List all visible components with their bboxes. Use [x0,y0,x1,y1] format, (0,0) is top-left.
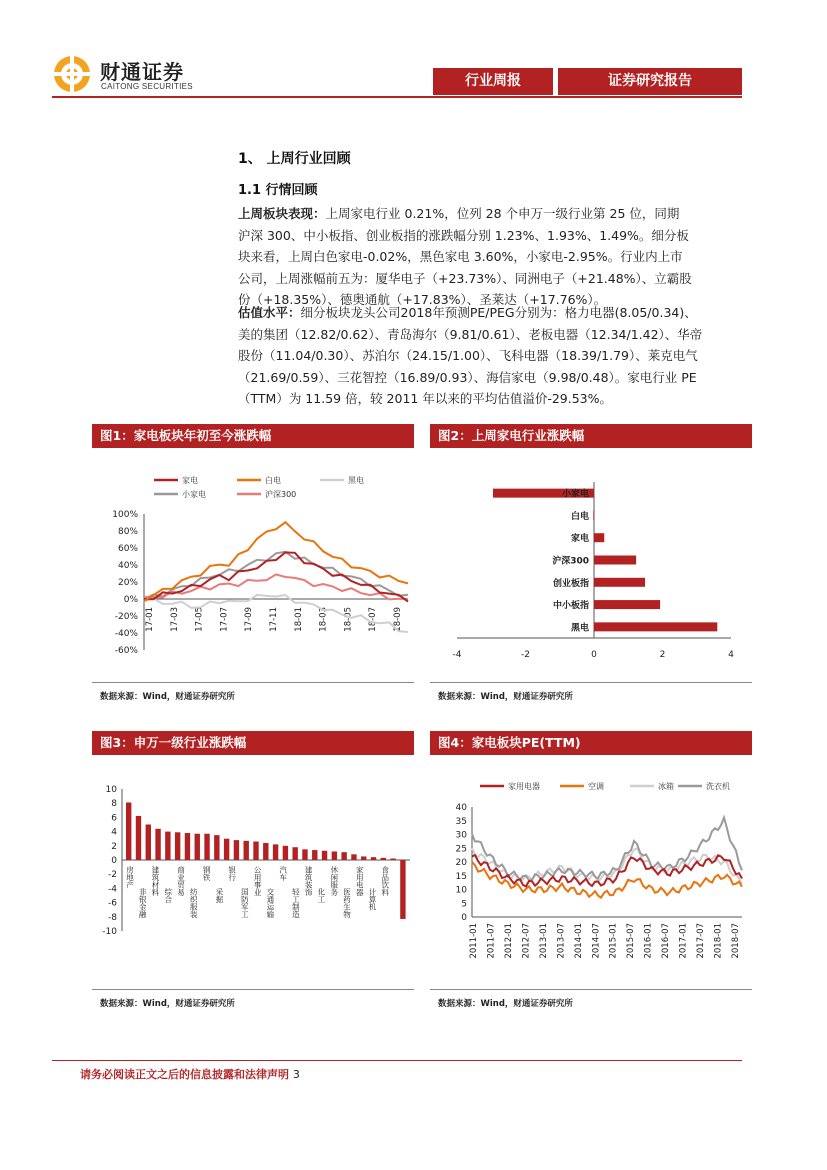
fig3-bar [263,843,268,860]
fig4-x-tick: 2011-01 [469,923,479,959]
fig3-bar [234,840,239,860]
fig3-y-tick: -4 [108,884,117,895]
fig3-category-label: 商业贸易 [176,866,186,896]
tab-weekly: 行业周报 [433,68,553,95]
para2-lead: 估值水平： [238,305,301,320]
fig4-x-tick: 2015-07 [626,923,637,959]
fig3-category-label: 家用电器 [355,866,365,896]
fig1-y-tick: -40% [114,629,138,639]
fig2-bar [594,578,645,587]
fig4-x-tick: 2017-07 [696,923,707,959]
fig3-category-label: 银行 [227,866,237,881]
fig3-bar [390,859,395,860]
para2-line: 股份（11.04/0.30）、苏泊尔（24.15/1.00）、飞科电器（18.39/1.79）、莱克电气 [238,348,698,363]
fig4-y-tick: 20 [455,858,467,868]
fig3-y-tick: 2 [111,841,117,852]
fig4-title: 图4：家电板块PE(TTM) [430,731,752,755]
footer-text [80,1066,300,1082]
fig4-legend-label: 洗衣机 [706,782,730,791]
fig3-bar [224,839,229,860]
fig3-y-tick: 8 [111,799,117,810]
fig3-category-label: 纺织服装 [189,888,199,918]
fig1-x-tick: 17-05 [194,607,205,632]
fig3-bar [214,835,219,860]
fig1-legend-label: 沪深300 [265,490,297,499]
fig3-category-label: 公用事业 [253,866,263,896]
fig4-rule [430,989,752,990]
fig1-x-tick: 17-01 [145,607,155,632]
fig4-x-tick: 2013-01 [538,923,549,959]
fig1-chart [92,452,414,682]
fig3-category-label: 采掘 [214,888,224,903]
fig3-bar [185,833,190,860]
fig3-y-tick: -2 [108,870,117,881]
fig3-bar [332,851,337,860]
footer-rule [52,1060,742,1061]
fig2-x-tick: 4 [728,650,734,660]
fig4-y-tick: 30 [455,830,467,841]
fig2-x-tick: -2 [521,650,530,660]
fig4-y-tick: 15 [455,871,467,882]
fig1-y-tick: 20% [117,578,138,588]
fig1-x-tick: 18-05 [343,607,354,632]
fig1-x-tick: 18-09 [393,607,403,632]
para1-line: 沪深 300、中小板指、创业板指的涨跌幅分别 1.23%、1.93%、1.49%。细分板 [238,227,689,243]
fig3-bar [165,832,170,860]
fig1-y-tick: -60% [114,646,138,656]
logo-en: CAITONG SECURITIES [101,82,193,91]
fig3-bar [244,841,249,860]
fig3-bar [302,849,307,860]
fig1-y-tick: 40% [117,561,138,571]
fig4-x-tick: 2012-01 [503,923,514,959]
logo [52,54,92,94]
fig2-bar [593,511,594,520]
fig3-category-label: 休闲服务 [329,866,339,896]
fig1-x-tick: 17-07 [219,607,230,632]
fig1-source: 数据来源：Wind，财通证券研究所 [100,692,235,702]
fig3-bar [292,847,297,860]
fig3-bar [312,850,317,860]
fig3-category-label: 汽车 [278,866,288,881]
fig3-category-label: 房地产 [125,866,135,889]
fig3-bar [381,858,386,860]
fig2-source: 数据来源：Wind，财通证券研究所 [438,692,573,702]
fig2-category-label: 黑电 [570,623,589,634]
fig2-category-label: 创业板指 [552,578,589,589]
fig2-x-tick: 2 [659,650,666,660]
paragraph-market [238,203,748,311]
fig3-category-label: 计算机 [367,888,377,911]
fig4-x-tick: 2017-01 [678,923,689,959]
fig3-bar [400,860,405,919]
fig3-y-tick: 4 [111,827,117,838]
fig1-x-tick: 17-03 [169,607,180,632]
fig2-category-label: 家电 [570,534,589,545]
fig1-legend-label: 小家电 [182,490,206,499]
fig3-y-tick: -8 [108,912,117,923]
fig4-chart [430,759,752,989]
section-title: 1、 上周行业回顾 [238,151,351,167]
fig2-rule [430,682,752,683]
caitong-logo-icon [52,54,92,94]
para2-line: 细分板块龙头公司2018年预测PE/PEG分别为：格力电器(8.05/0.34)、 [300,305,697,320]
fig1-x-tick: 17-09 [244,607,255,632]
header-rule [52,96,742,98]
fig3-y-tick: 6 [111,813,117,824]
fig3-category-label: 医药生物 [342,888,352,918]
fig4-x-tick: 2015-01 [608,923,619,959]
fig2-category-label: 白电 [570,511,589,522]
fig3-bar [371,857,376,860]
fig1-y-tick: 80% [117,527,138,537]
fig2-category-label: 中小板指 [552,601,589,612]
fig1-legend-label: 黑电 [348,476,364,485]
fig2-category-label: 沪深300 [552,556,589,567]
fig1-legend-label: 白电 [265,476,281,485]
fig1-y-tick: 0% [123,595,138,605]
para1-lead: 上周板块表现： [238,206,326,221]
fig2-bar [594,556,636,565]
fig4-x-tick: 2014-01 [573,923,584,959]
fig3-category-label: 国防军工 [240,888,250,918]
fig1-x-tick: 17-11 [269,607,279,632]
fig2-bar [594,533,604,542]
fig3-source: 数据来源：Wind，财通证券研究所 [100,999,235,1009]
fig4-x-tick: 2011-07 [486,923,497,959]
fig1-rule [92,682,414,683]
fig3-category-label: 食品饮料 [380,866,390,896]
paragraph-valuation [238,302,758,410]
fig2-chart [430,452,752,682]
fig3-bar [351,854,356,860]
fig4-legend-label: 空调 [588,782,604,791]
fig3-chart [92,759,414,989]
fig4-y-tick: 10 [455,885,467,896]
tab-report: 证券研究报告 [558,68,742,95]
fig4-x-tick: 2014-07 [591,923,602,959]
para2-line: （TTM）为 11.59 倍，较 2011 年以来的平均估值溢价-29.53%。 [238,391,612,406]
fig3-y-tick: 0 [111,856,117,866]
fig3-bar [155,829,160,860]
para1-line: 块来看，上周白色家电-0.02%，黑色家电 3.60%，小家电-2.95%。行业内上市 [238,249,683,264]
page-number: 3 [292,1068,300,1081]
fig1-x-tick: 18-03 [318,607,329,632]
fig2-x-tick: 0 [591,650,597,660]
fig4-x-tick: 2012-07 [521,923,532,959]
fig3-bar [283,846,288,860]
fig3-bar [195,834,200,860]
fig3-y-tick: 10 [105,785,117,795]
fig1-x-tick: 18-01 [293,607,304,632]
para2-line: （21.69/0.59）、三花智控（16.89/0.93）、海信家电（9.98/0.48）。家电行业 PE [238,369,697,385]
fig3-category-label: 综合 [163,888,173,903]
fig1-x-tick: 18-07 [368,607,379,632]
fig2-title: 图2：上周家电行业涨跌幅 [430,424,752,448]
fig3-category-label: 钢铁 [202,866,212,881]
fig3-category-label: 非银金融 [138,888,148,918]
fig3-bar [253,842,258,860]
fig3-bar [136,816,141,860]
fig4-y-tick: 35 [455,816,467,827]
fig2-category-label: 小家电 [561,489,589,500]
fig4-y-tick: 40 [455,803,467,813]
fig4-x-tick: 2018-07 [731,923,741,959]
fig4-x-tick: 2016-07 [661,923,672,959]
fig3-y-tick: -10 [102,927,117,937]
fig4-x-tick: 2016-01 [643,923,654,959]
fig3-rule [92,989,414,990]
fig3-title: 图3：申万一级行业涨跌幅 [92,731,414,755]
fig3-y-tick: -6 [108,898,117,909]
fig1-y-tick: -20% [114,612,138,622]
fig3-bar [322,851,327,860]
fig3-category-label: 交通运输 [265,888,275,918]
fig3-category-label: 化工 [316,888,326,903]
logo-cn: 财通证券 [100,60,184,84]
fig3-category-label: 建筑材料 [151,866,161,896]
fig3-bar [273,844,278,860]
fig3-category-label: 建筑装饰 [304,866,314,896]
fig3-bar [204,834,209,860]
fig3-bar [175,832,180,860]
para2-line: 美的集团（12.82/0.62）、青岛海尔（9.81/0.61）、老板电器（12.34/1.42）、华帝 [238,326,703,342]
fig1-y-tick: 60% [117,544,138,554]
subsection-title: 1.1 行情回顾 [238,183,318,198]
fig2-bar [594,622,717,631]
fig4-y-tick: 25 [455,844,467,855]
para1-line: 上周家电行业 0.21%，位列 28 个申万一级行业第 25 位，同期 [325,206,680,221]
fig3-bar [341,852,346,860]
footer-disclaimer: 请务必阅读正文之后的信息披露和法律声明 [80,1068,289,1081]
fig4-series-line [472,818,742,881]
fig3-category-label: 轻工制造 [291,888,301,918]
fig1-title: 图1：家电板块年初至今涨跌幅 [92,424,414,448]
fig3-bar [361,856,366,860]
para1-line: 份（+18.35%）、德奥通航（+17.83%）、圣莱达（+17.76%）。 [238,292,607,307]
fig4-x-tick: 2018-01 [713,923,724,959]
fig3-bar [146,825,151,861]
fig4-legend-label: 家用电器 [508,782,540,791]
fig2-bar [594,600,660,609]
fig4-source: 数据来源：Wind，财通证券研究所 [438,999,573,1009]
fig3-bar [126,802,131,860]
fig4-legend-label: 冰箱 [658,782,674,791]
fig2-x-tick: -4 [452,650,462,660]
fig4-x-tick: 2013-07 [556,923,567,959]
para1-line: 公司，上周涨幅前五为：厦华电子（+23.73%）、同洲电子（+21.48%）、立霸股 [238,270,692,286]
fig1-legend-label: 家电 [182,476,198,485]
fig4-y-tick: 0 [461,913,467,923]
fig4-y-tick: 5 [461,899,467,910]
fig1-y-tick: 100% [112,510,138,520]
